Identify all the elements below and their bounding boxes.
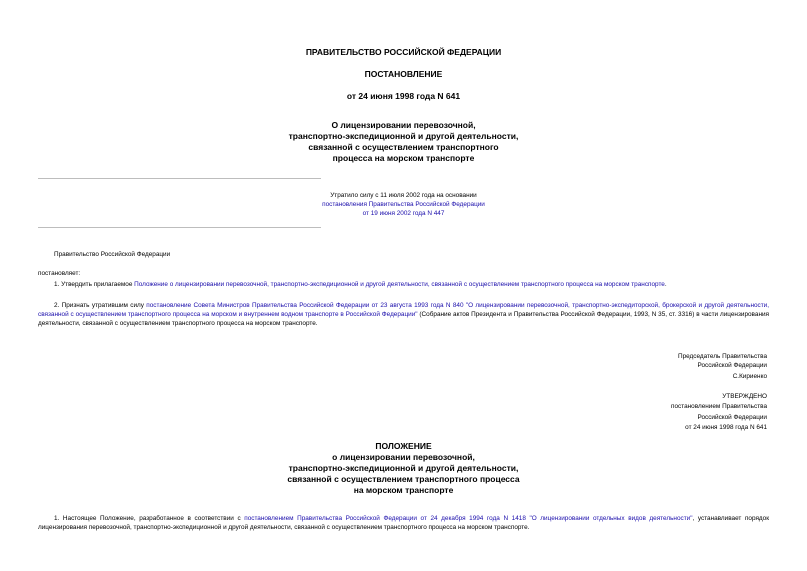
divider-top	[38, 178, 321, 179]
repealed-decree-link[interactable]: постановление Совета Министров Правительства Российской Федерации от 23 августа 1993 года N 840 "О лицензировании перевозочной, транспортно-экспедиторской, брокерской и другой деятельности, связанной с осуществлением транспортного процесса на морском и внутреннем водном транспорте в Российской Федерации"	[38, 302, 770, 318]
item-2	[38, 301, 769, 328]
paragraph-1-suffix: , устанавливает порядок лицензирования перевозочной, транспортно-экспедиционной и другой деятельности, связанной с осуществлением транспортного процесса на морском транспорте.	[38, 515, 769, 531]
regulation-link[interactable]: Положение о лицензировании перевозочной, транспортно-экспедиционной и другой деятельности, связанной с осуществлением транспортного процесса на морском транспорте	[134, 281, 665, 288]
approved-label: УТВЕРЖДЕНО	[722, 393, 767, 400]
divider-bottom	[38, 227, 321, 228]
item-2-suffix: (Собрание актов Президента и Правительства Российской Федерации, 1993, N 35, ст. 3316) в части лицензирования деятельности, связанной с осуществлением транспортного процесса на морском транспорте.	[38, 311, 769, 327]
paragraph-1-prefix: 1. Настоящее Положение, разработанное в соответствии с	[54, 515, 245, 522]
regulation-title-line: транспортно-экспедиционной и другой деятельности,	[288, 463, 519, 473]
document-date: от 24 июня 1998 года N 641	[346, 91, 461, 101]
document-title-line: О лицензировании перевозочной,	[331, 120, 476, 130]
regulation-title-line: о лицензировании перевозочной,	[332, 452, 475, 462]
regulation-title: ПОЛОЖЕНИЕ	[375, 441, 432, 451]
item-1	[54, 280, 774, 289]
item-1-suffix: .	[664, 281, 667, 288]
preamble: Правительство Российской Федерации	[54, 251, 171, 258]
government-heading: ПРАВИТЕЛЬСТВО РОССИЙСКОЙ ФЕДЕРАЦИИ	[305, 47, 502, 57]
regulation-title-line: на морском транспорте	[353, 485, 454, 495]
signature-title: Председатель Правительства	[678, 353, 767, 360]
document-title-line: связанной с осуществлением транспортного	[308, 142, 499, 152]
document-title-line: транспортно-экспедиционной и другой деятельности,	[288, 131, 519, 141]
licensing-decree-link[interactable]: постановлением Правительства Российской Федерации от 24 декабря 1994 года N 1418 "О лицензировании отдельных видов деятельности"	[244, 515, 693, 522]
approved-date: от 24 июня 1998 года N 641	[685, 424, 767, 431]
regulation-title-line: связанной с осуществлением транспортного процесса	[287, 474, 520, 484]
repeal-notice: Утратило силу с 11 июля 2002 года на основании	[330, 192, 477, 199]
item-2-prefix: 2. Признать утратившим силу	[54, 302, 147, 309]
item-1-prefix: 1. Утвердить прилагаемое	[54, 281, 135, 288]
regulation-paragraph-1	[38, 514, 769, 532]
approved-by: постановлением Правительства	[671, 403, 767, 410]
signature-title-2: Российской Федерации	[697, 362, 767, 369]
decrees: постановляет:	[38, 270, 81, 277]
approved-by-2: Российской Федерации	[697, 414, 767, 421]
document-title-line: процесса на морском транспорте	[332, 153, 475, 163]
repeal-link-date[interactable]: от 19 июня 2002 года N 447	[362, 210, 445, 217]
repeal-link[interactable]: постановления Правительства Российской Федерации	[322, 201, 485, 208]
document-type: ПОСТАНОВЛЕНИЕ	[364, 69, 443, 79]
signature-name: С.Кириенко	[732, 373, 767, 380]
